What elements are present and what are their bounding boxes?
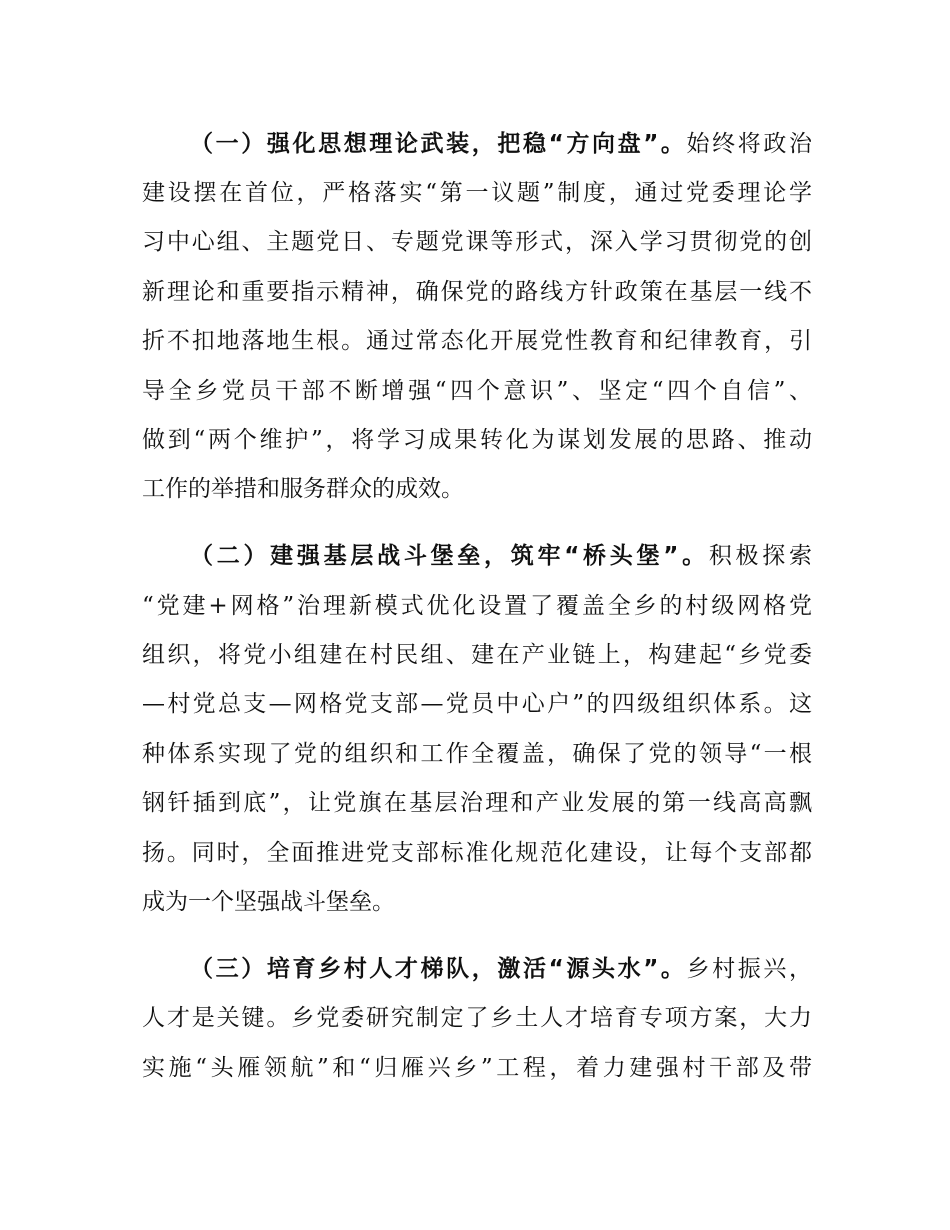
section-1-first-line-text: 始终将政治 bbox=[686, 131, 813, 157]
section-3-line: 人才是关键。乡党委研究制定了乡土人才培育专项方案，大力 bbox=[142, 1005, 812, 1031]
section-1-line: 导全乡党员干部不断增强“四个意识”、坚定“四个自信”、 bbox=[142, 378, 812, 404]
section-3-line: 实施“头雁领航”和“归雁兴乡”工程，着力建强村干部及带 bbox=[142, 1055, 812, 1081]
section-1-line: 习中心组、主题党日、专题党课等形式，深入学习贯彻党的创 bbox=[142, 229, 812, 255]
section-2-line: 扬。同时，全面推进党支部标准化规范化建设，让每个支部都 bbox=[142, 840, 812, 866]
section-1-first-line bbox=[190, 124, 812, 164]
section-3-first-line bbox=[190, 949, 812, 989]
section-2-heading: （二）建强基层战斗堡垒，筑牢“桥头堡”。 bbox=[190, 543, 709, 569]
section-1-line: 新理论和重要指示精神，确保党的路线方针政策在基层一线不 bbox=[142, 279, 812, 305]
section-1-line: 工作的举措和服务群众的成效。 bbox=[142, 476, 464, 502]
section-1-heading: （一）强化思想理论武装，把稳“方向盘”。 bbox=[190, 131, 687, 157]
section-3-heading: （三）培育乡村人才梯队，激活“源头水”。 bbox=[190, 956, 687, 982]
section-1-line: 做到“两个维护”，将学习成果转化为谋划发展的思路、推动 bbox=[142, 427, 812, 453]
section-2-line: 钢钎插到底”，让党旗在基层治理和产业发展的第一线高高飘 bbox=[142, 790, 812, 816]
section-2-line: 种体系实现了党的组织和工作全覆盖，确保了党的领导“一根 bbox=[142, 741, 812, 767]
section-2-line: —村党总支—网格党支部—党员中心户”的四级组织体系。这 bbox=[142, 691, 812, 717]
section-1-line: 建设摆在首位，严格落实“第一议题”制度，通过党委理论学 bbox=[142, 180, 812, 206]
section-1-line: 折不扣地落地生根。通过常态化开展党性教育和纪律教育，引 bbox=[142, 328, 812, 354]
section-2-line: “党建+网格”治理新模式优化设置了覆盖全乡的村级网格党 bbox=[142, 593, 812, 619]
section-2-first-line-text: 积极探索 bbox=[708, 543, 812, 569]
section-2-line: 组织，将党小组建在村民组、建在产业链上，构建起“乡党委 bbox=[142, 642, 812, 668]
section-3-first-line-text: 乡村振兴， bbox=[686, 956, 813, 982]
section-2-line: 成为一个坚强战斗堡垒。 bbox=[142, 889, 395, 915]
section-2-first-line bbox=[190, 536, 812, 576]
